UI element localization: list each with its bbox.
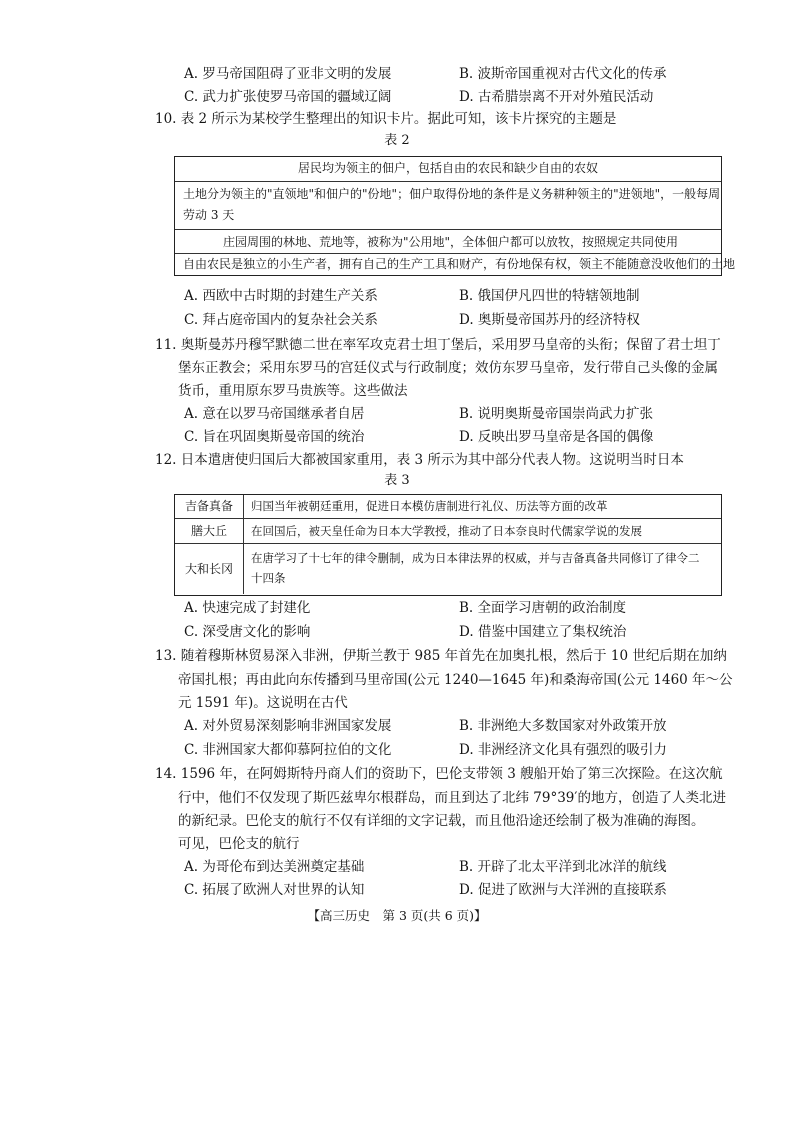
q10-option-d: D. 奥斯曼帝国苏丹的经济特权	[459, 312, 640, 328]
q12-stem: 12. 日本遣唐使归国后大都被国家重用，表 3 所示为其中部分代表人物。这说明当时日本	[155, 452, 684, 468]
q10-option-b: B. 俄国伊凡四世的特辖领地制	[459, 288, 640, 304]
q14-stem-line-3: 的新纪录。巴伦支的航行不仅有详细的文字记载，而且他沿途还绘制了极为准确的海图。	[178, 813, 705, 829]
q11-option-c: C. 旨在巩固奥斯曼帝国的统治	[184, 429, 365, 445]
table-3-caption: 表 3	[384, 473, 410, 488]
table-cell-name: 大和长冈	[175, 544, 244, 594]
card-divider	[175, 229, 721, 230]
card-divider	[175, 181, 721, 182]
q9-option-a: A. 罗马帝国阻碍了亚非文明的发展	[184, 66, 392, 82]
q11-option-a: A. 意在以罗马帝国继承者自居	[184, 406, 365, 422]
card-row-4: 自由农民是独立的小生产者，拥有自己的生产工具和财产，有份地保有权，领主不能随意没收他们的土地	[183, 257, 736, 271]
q13-option-c: C. 非洲国家大都仰慕阿拉伯的文化	[184, 742, 392, 758]
q14-stem-line-2: 行中，他们不仅发现了斯匹兹卑尔根群岛，而且到达了北纬 79°39′的地方，创造了人类北进	[178, 790, 726, 806]
q10-option-c: C. 拜占庭帝国内的复杂社会关系	[184, 312, 378, 328]
table-2-caption: 表 2	[384, 133, 410, 148]
q9-option-d: D. 古希腊崇离不开对外殖民活动	[459, 89, 654, 105]
q14-option-a: A. 为哥伦布到达美洲奠定基础	[184, 859, 365, 875]
knowledge-card	[174, 156, 736, 276]
q14-option-b: B. 开辟了北太平洋到北冰洋的航线	[459, 859, 667, 875]
q10-stem: 10. 表 2 所示为某校学生整理出的知识卡片。据此可知，该卡片探究的主题是	[155, 111, 617, 127]
q14-stem-line-1: 14. 1596 年，在阿姆斯特丹商人们的资助下，巴伦支带领 3 艘船开始了第三次探险。在这次航	[155, 766, 723, 782]
q9-option-c: C. 武力扩张使罗马帝国的疆域辽阔	[184, 89, 392, 105]
q11-stem-line-1: 11. 奥斯曼苏丹穆罕默德二世在率军攻克君士坦丁堡后，采用罗马皇帝的头衔；保留了君士坦丁	[155, 337, 721, 353]
q12-option-b: B. 全面学习唐朝的政治制度	[459, 600, 627, 616]
q13-stem-line-3: 元 1591 年)。这说明在古代	[178, 695, 348, 711]
q12-option-a: A. 快速完成了封建化	[184, 600, 311, 616]
q14-option-d: D. 促进了欧洲与大洋洲的直接联系	[459, 882, 667, 898]
q9-option-b: B. 波斯帝国重视对古代文化的传承	[459, 66, 667, 82]
table-cell-name: 膳大丘	[175, 519, 244, 543]
table-row-divider	[175, 518, 721, 519]
table-cell-name: 吉备真备	[175, 495, 244, 518]
card-row-2-cont: 劳动 3 天	[183, 208, 235, 222]
table-cell-desc: 归国当年被朝廷重用，促进日本模仿唐制进行礼仪、历法等方面的改革	[251, 499, 608, 513]
table-row-divider	[175, 543, 721, 544]
q11-stem-line-2: 堡东正教会；采用东罗马的宫廷仪式与行政制度；效仿东罗马皇帝，发行带自己头像的金属	[178, 360, 718, 376]
q14-stem-line-4: 可见，巴伦支的航行	[178, 836, 300, 852]
table-cell-desc-cont: 十四条	[251, 571, 286, 585]
q11-stem-line-3: 货币，重用原东罗马贵族等。这些做法	[178, 383, 408, 399]
q13-option-d: D. 非洲经济文化具有强烈的吸引力	[459, 742, 667, 758]
card-row-2: 土地分为领主的"直领地"和佃户的"份地"；佃户取得份地的条件是义务耕种领主的"进领地"，一般每周	[183, 187, 721, 201]
card-row-3: 庄园周围的林地、荒地等，被称为"公用地"，全体佃户都可以放牧，按照规定共同使用	[223, 235, 679, 249]
table-cell-desc: 在唐学习了十七年的律令删制，成为日本律法界的权威，并与吉备真备共同修订了律令二	[251, 551, 700, 565]
q12-option-c: C. 深受唐文化的影响	[184, 624, 311, 640]
card-divider	[175, 253, 721, 254]
q11-option-b: B. 说明奥斯曼帝国崇尚武力扩张	[459, 406, 654, 422]
page-footer: 【高三历史 第 3 页(共 6 页)】	[307, 908, 487, 923]
q10-option-a: A. 西欧中古时期的封建生产关系	[184, 288, 378, 304]
q14-option-c: C. 拓展了欧洲人对世界的认知	[184, 882, 365, 898]
q13-stem-line-1: 13. 随着穆斯林贸易深入非洲，伊斯兰教于 985 年首先在加奥扎根，然后于 10 世纪后期在加纳	[155, 648, 727, 664]
envoys-table	[174, 494, 722, 596]
q13-option-b: B. 非洲绝大多数国家对外政策开放	[459, 718, 667, 734]
card-row-1: 居民均为领主的佃户，包括自由的农民和缺少自由的农奴	[297, 161, 598, 175]
table-cell-desc: 在回国后，被天皇任命为日本大学教授，推动了日本奈良时代儒家学说的发展	[251, 524, 642, 538]
q13-stem-line-2: 帝国扎根；再由此向东传播到马里帝国(公元 1240—1645 年)和桑海帝国(公元 1460 年～公	[178, 672, 733, 688]
q13-option-a: A. 对外贸易深刻影响非洲国家发展	[184, 718, 392, 734]
q11-option-d: D. 反映出罗马皇帝是各国的偶像	[459, 429, 654, 445]
q12-option-d: D. 借鉴中国建立了集权统治	[459, 624, 627, 640]
